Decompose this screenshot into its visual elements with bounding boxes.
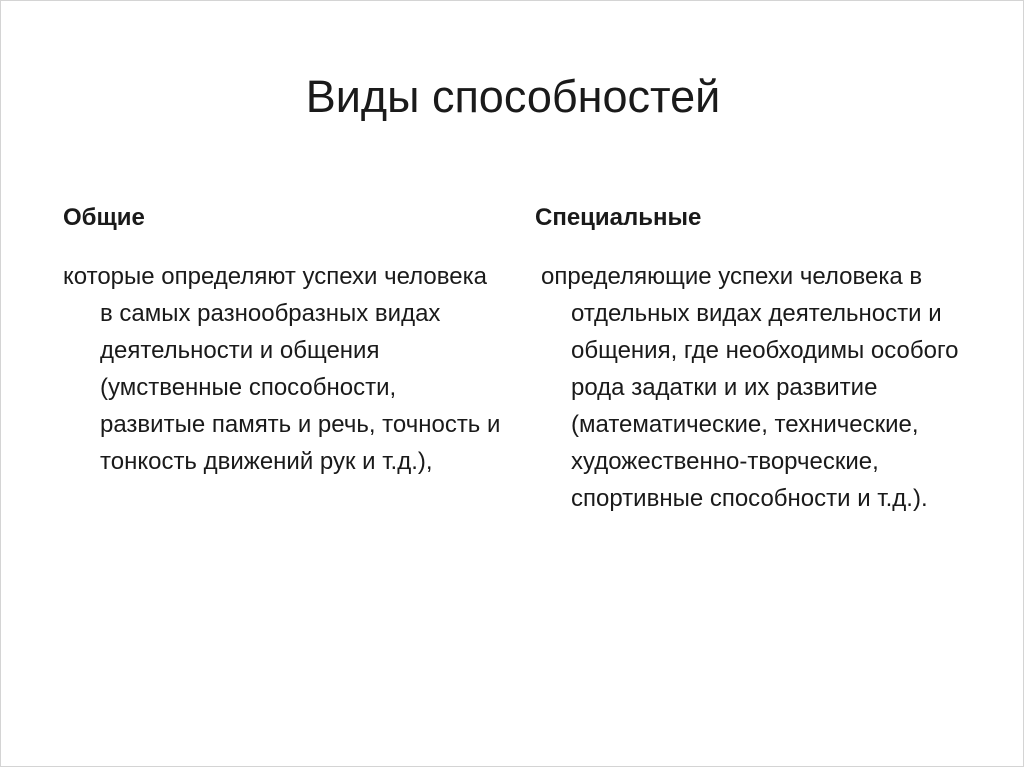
slide-title: Виды способностей xyxy=(305,71,721,122)
column-general xyxy=(63,198,503,480)
column-heading-general: Общие xyxy=(63,204,145,231)
column-special xyxy=(535,198,975,517)
column-text-special: определяющие успехи человека в отдельных видах деятельности и общения, где необходимы особого рода задатки и их развитие (математические, технические, художественно-творческие, спортивные способности и т.д.). xyxy=(541,263,959,512)
column-text-general: которые определяют успехи человека в самых разнообразных видах деятельности и общения (умственные способности, развитые память и речь, точность и тонкость движений рук и т.д.), xyxy=(63,263,501,475)
column-heading-special: Специальные xyxy=(535,204,702,231)
